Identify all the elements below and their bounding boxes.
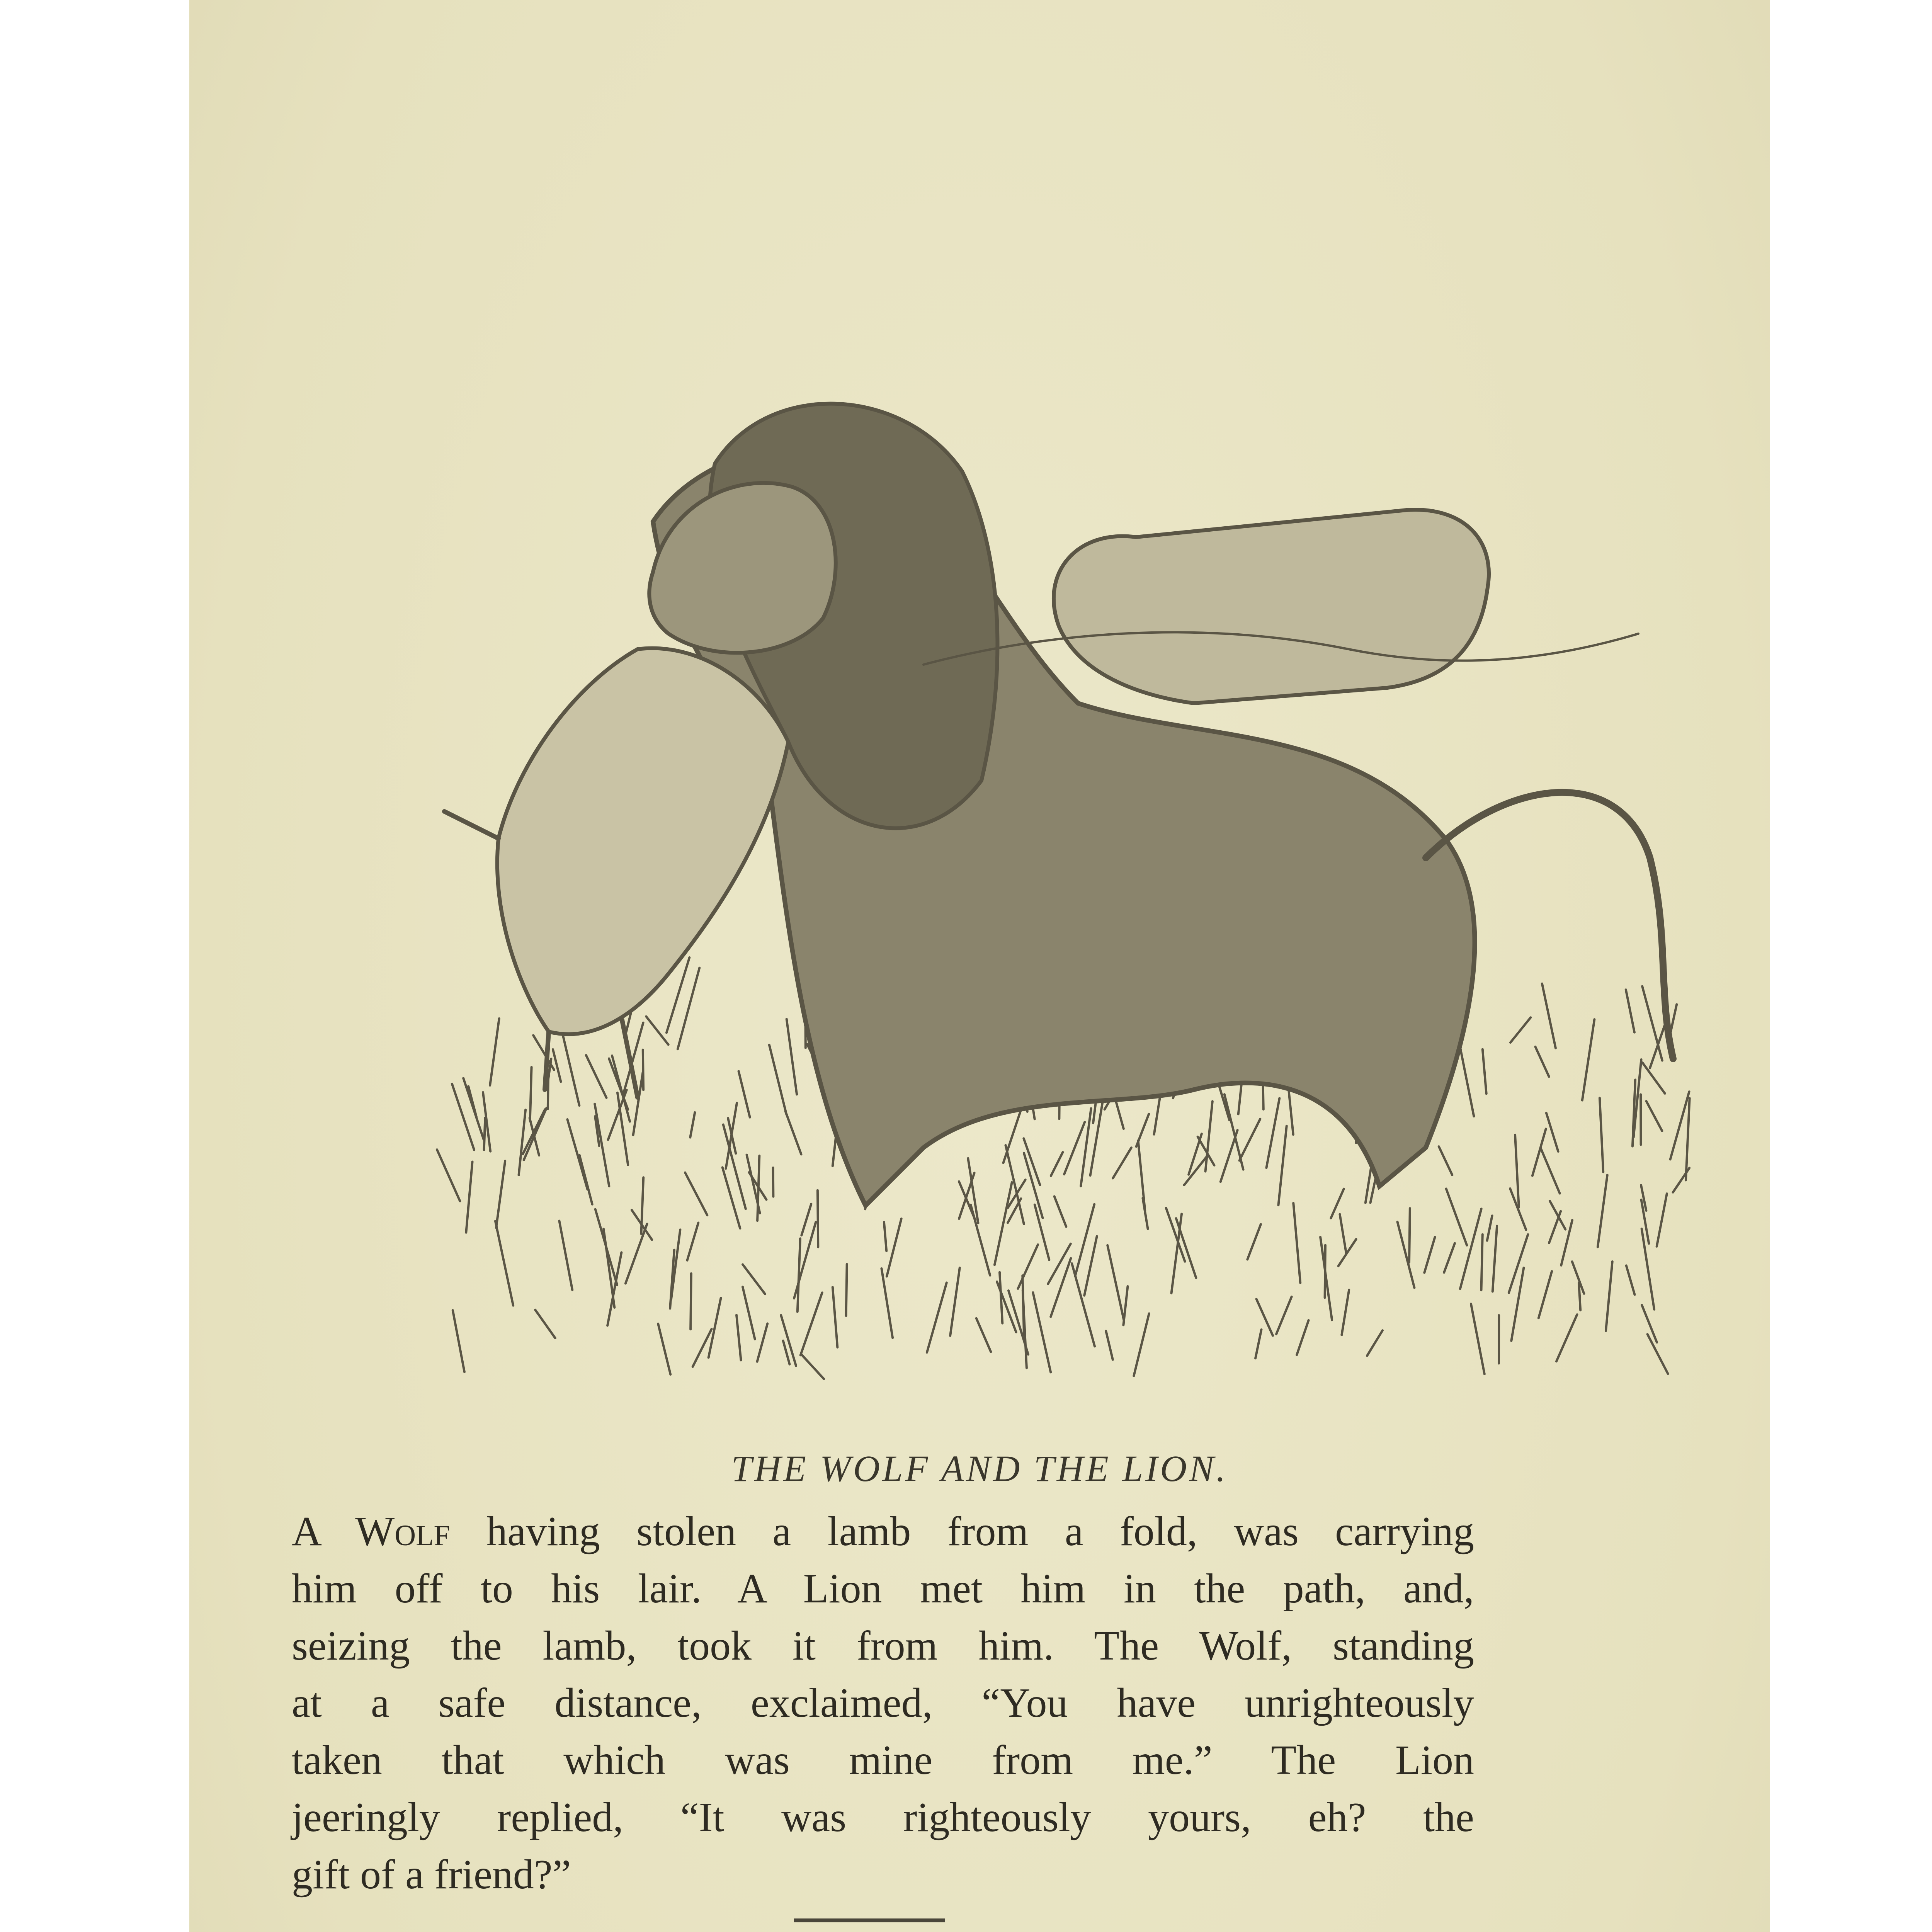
text-line: taken that which was mine from me.” The Lion [292, 1737, 1474, 1783]
book-page [189, 0, 1770, 1932]
text-line: at a safe distance, exclaimed, “You have unrighteously [292, 1680, 1474, 1726]
text-line: A Wolf having stolen a lamb from a fold, was carrying [292, 1509, 1474, 1554]
text-line: jeeringly replied, “It was righteously yours, eh? the [292, 1794, 1474, 1840]
lion-and-wolf-engraving [421, 355, 1727, 1406]
text-line: gift of a friend?” [292, 1852, 571, 1898]
text-line: him off to his lair. A Lion met him in the path, and, [292, 1566, 1474, 1612]
text-line: seizing the lamb, took it from him. The Wolf, standing [292, 1623, 1474, 1669]
fable-title-wolf-and-lion: THE WOLF AND THE LION. [731, 1448, 1228, 1489]
fable-text-wolf-and-lion [292, 1503, 1474, 1903]
drop-lead: A Wolf [292, 1509, 450, 1554]
section-divider [794, 1918, 945, 1922]
